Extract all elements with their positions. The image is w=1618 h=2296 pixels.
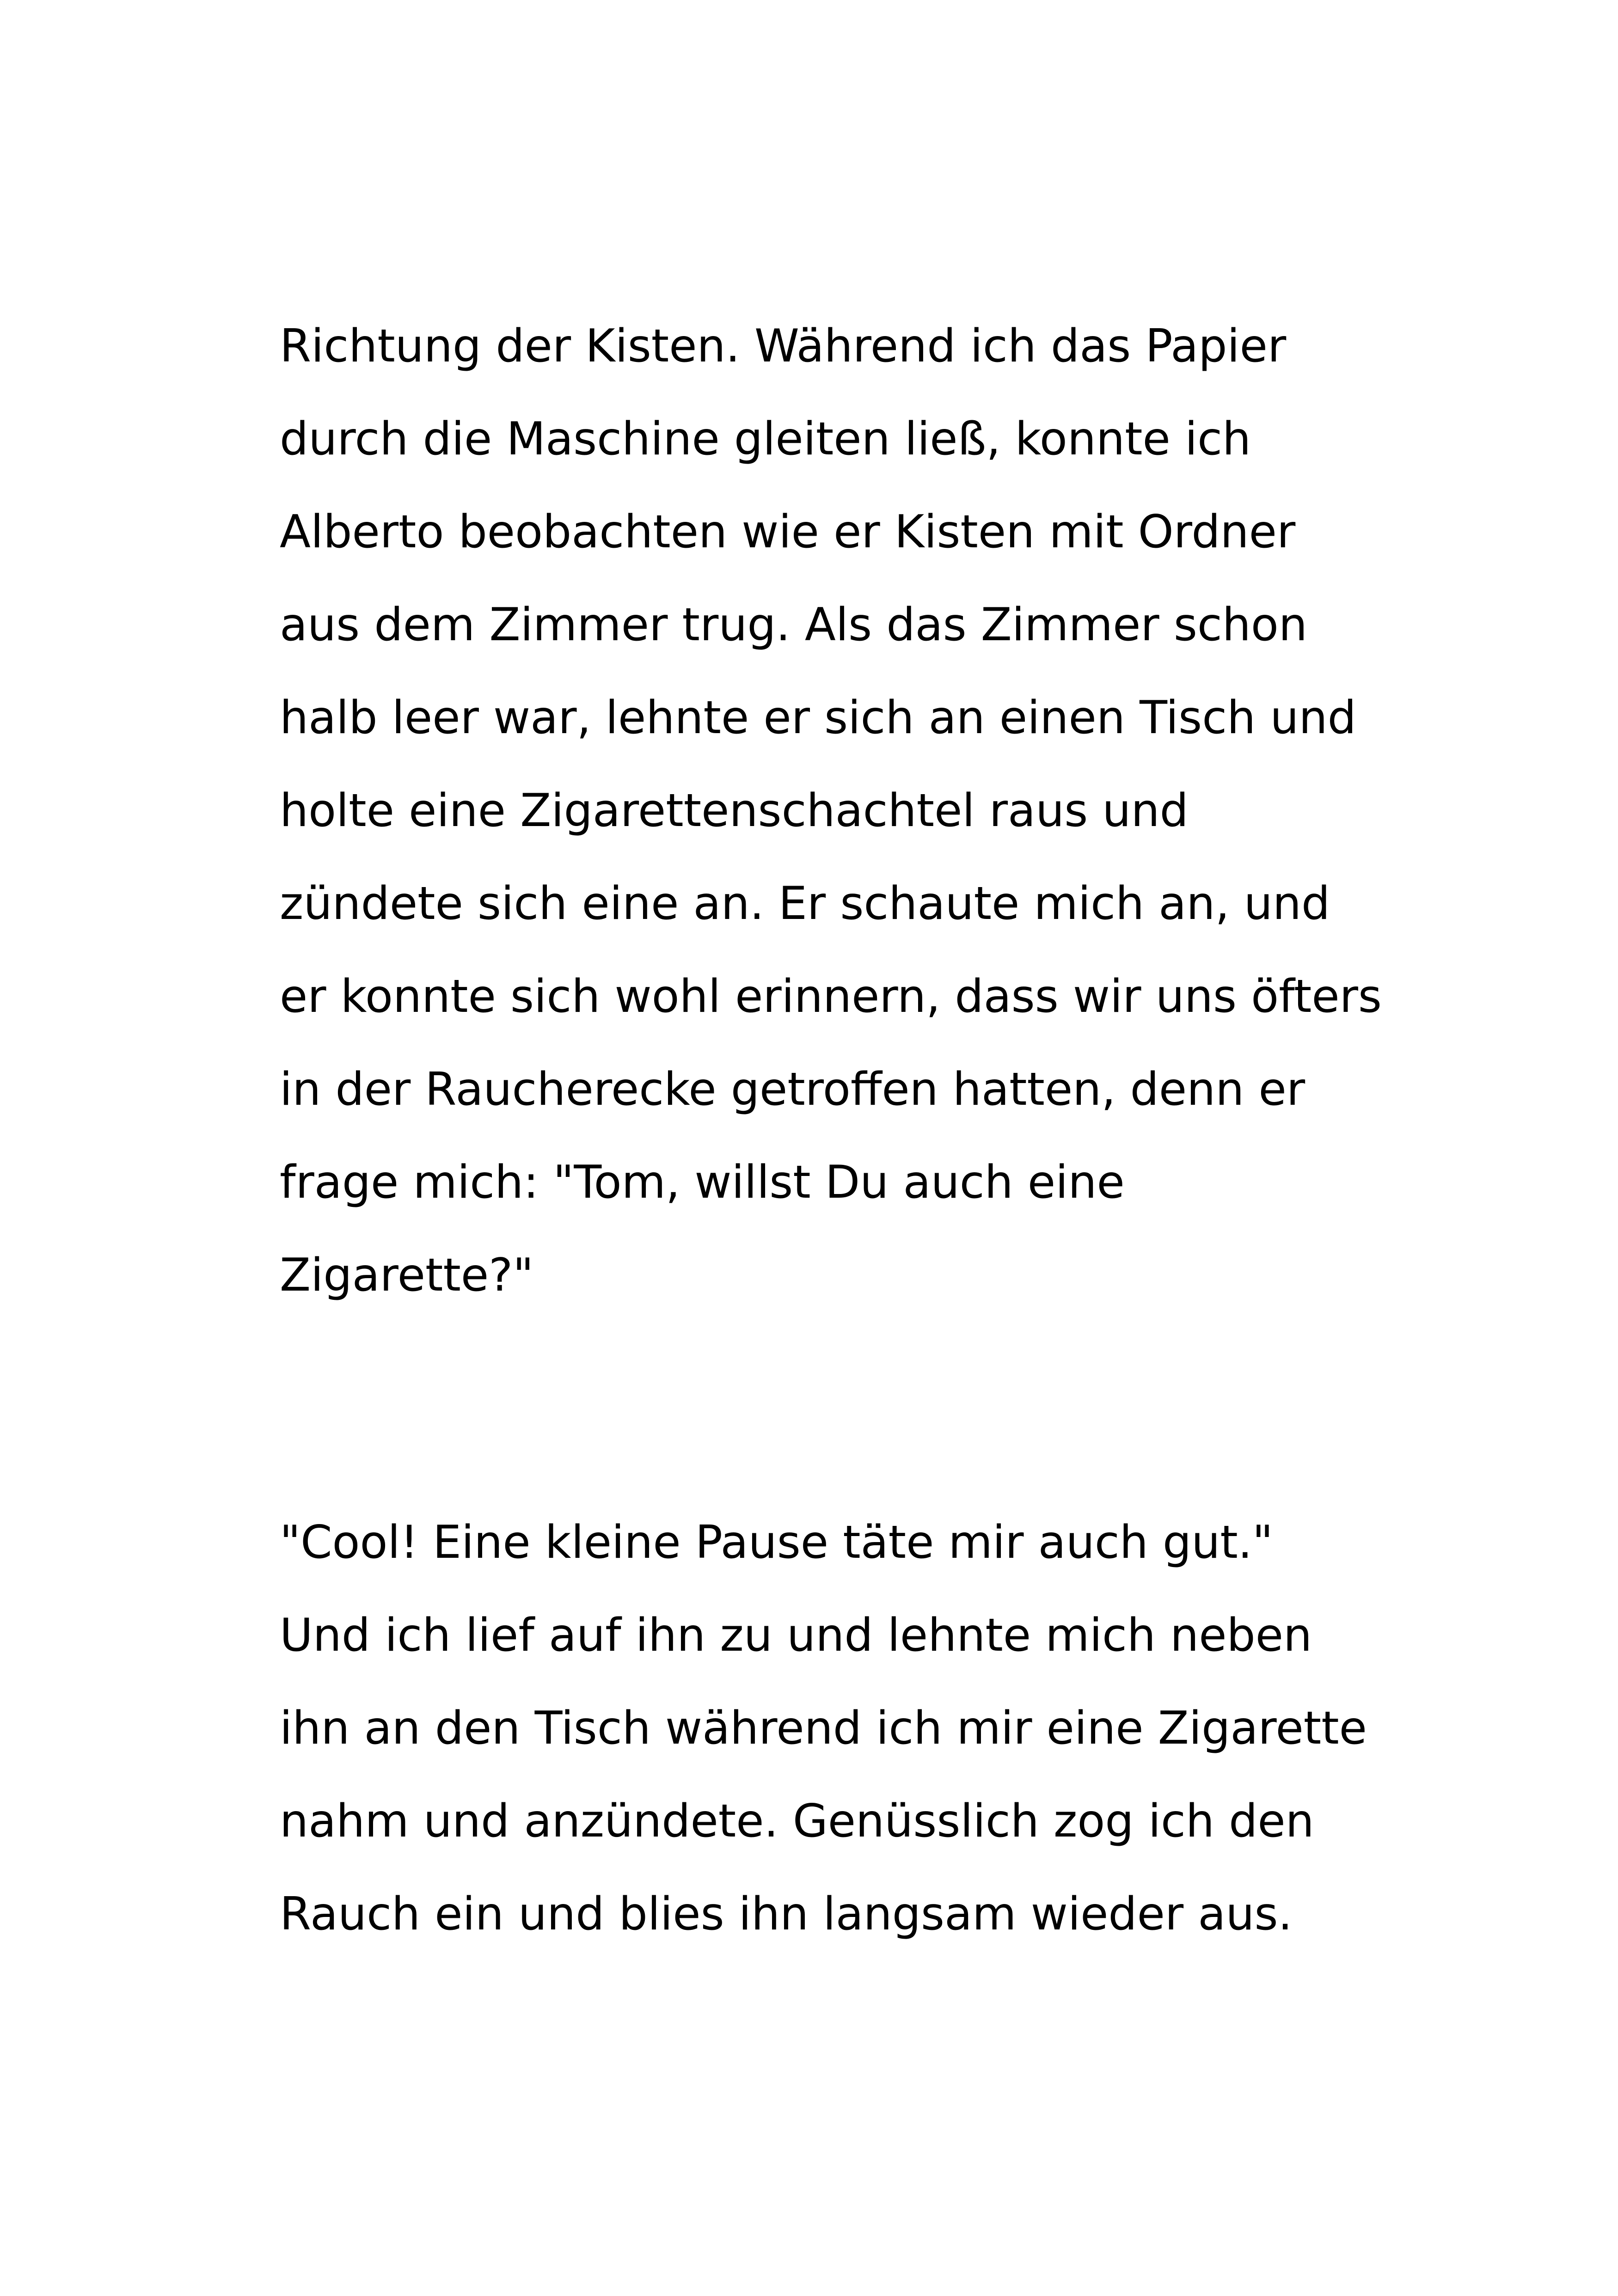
text-line: zündete sich eine an. Er schaute mich an, und xyxy=(280,877,1330,930)
text-line: halb leer war, lehnte er sich an einen Tisch und xyxy=(280,692,1356,744)
text-line: nahm und anzündete. Genüsslich zog ich den xyxy=(280,1795,1314,1848)
text-line: ihn an den Tisch während ich mir eine Zigarette xyxy=(280,1702,1367,1755)
text-line: durch die Maschine gleiten ließ, konnte ich xyxy=(280,413,1251,465)
text-line: aus dem Zimmer trug. Als das Zimmer schon xyxy=(280,599,1307,651)
text-line: Alberto beobachten wie er Kisten mit Ordner xyxy=(280,506,1296,558)
text-line: holte eine Zigarettenschachtel raus und xyxy=(280,784,1189,837)
text-line: er konnte sich wohl erinnern, dass wir uns öfters xyxy=(280,970,1382,1023)
text-line: frage mich: "Tom, willst Du auch eine xyxy=(280,1156,1125,1209)
text-line: Zigarette?" xyxy=(280,1249,534,1302)
text-line: "Cool! Eine kleine Pause täte mir auch gut." xyxy=(280,1516,1273,1569)
text-line: in der Raucherecke getroffen hatten, denn er xyxy=(280,1063,1305,1116)
text-line: Rauch ein und blies ihn langsam wieder aus. xyxy=(280,1888,1293,1941)
text-line: Richtung der Kisten. Während ich das Papier xyxy=(280,320,1287,373)
text-line: Und ich lief auf ihn zu und lehnte mich neben xyxy=(280,1609,1312,1662)
